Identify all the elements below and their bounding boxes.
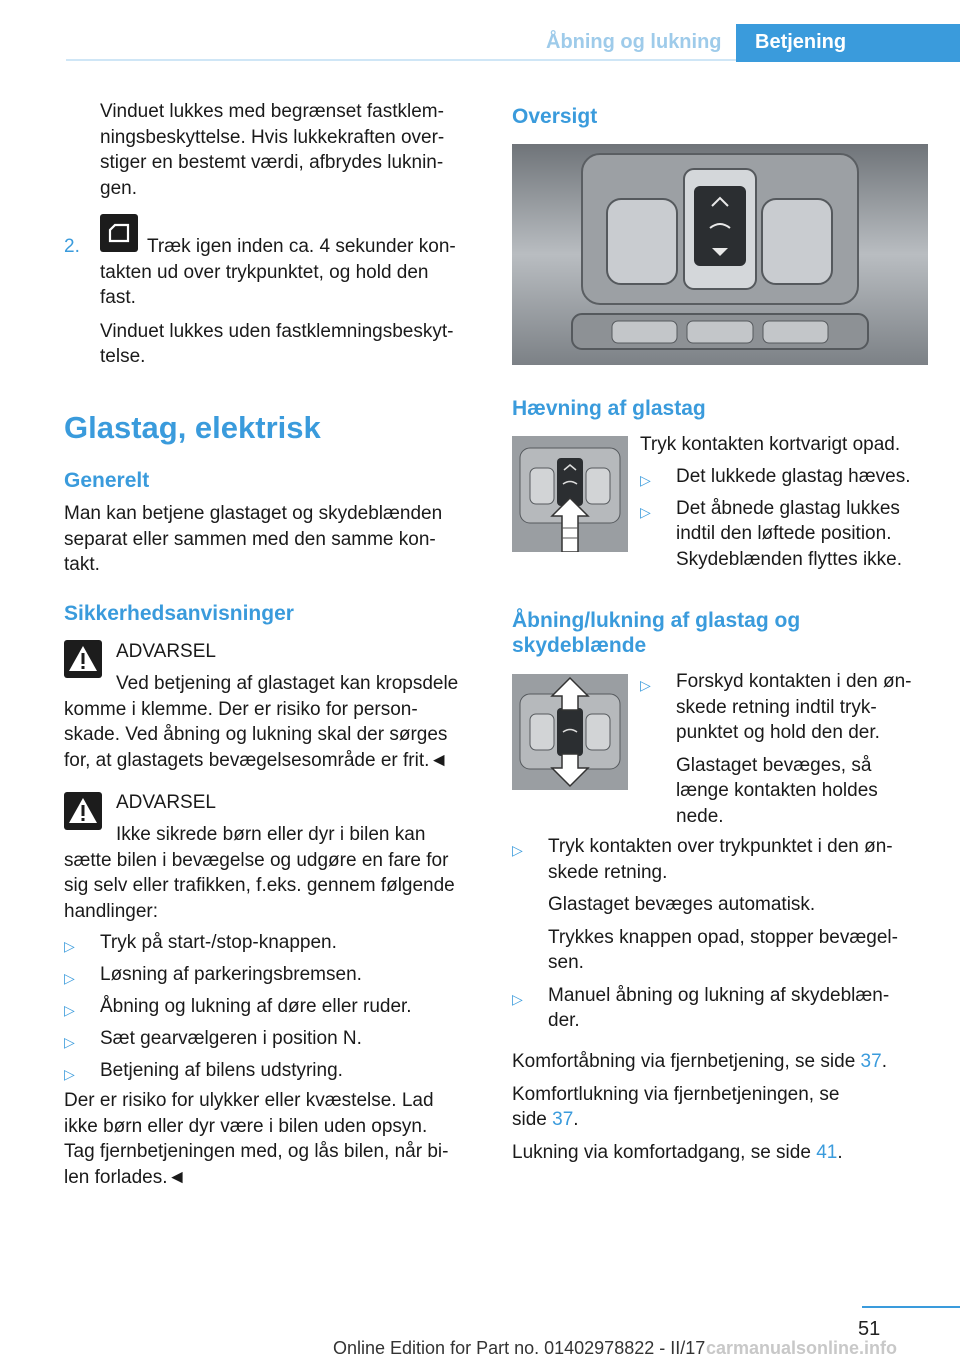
warning-bullet-list bbox=[64, 930, 484, 1090]
list-item: ▷ Løsning af parkeringsbremsen. bbox=[64, 962, 484, 994]
warning2-title: ADVARSEL bbox=[116, 792, 216, 813]
heading-generelt: Generelt bbox=[64, 469, 150, 492]
komfort-line-2: side 37. bbox=[512, 1109, 579, 1130]
header-tab bbox=[736, 24, 960, 62]
heading-aabning: Åbning/lukning af glastag og skydeblænde bbox=[512, 609, 801, 657]
step2-text: Træk igen inden ca. 4 sekunder kon‐ takten ud over trykpunktet, og hold den fast. Vinduet lukkes uden fastklemningsbeskyt‐ telse. bbox=[100, 236, 456, 367]
komfort-line-1: Komfortåbning via fjernbetjening, se side 37. bbox=[512, 1051, 887, 1072]
triangle-bullet-icon: ▷ bbox=[64, 1066, 75, 1082]
list-item: ▷ Tryk på start-/stop-knappen. bbox=[64, 930, 484, 962]
list-item: ▷ Det åbnede glastag lukkes indtil den løftede position. Skydeblænden flyttes ikke. bbox=[640, 497, 903, 570]
intro-paragraph: Vinduet lukkes med begrænset fastklem‐ ningsbeskyttelse. Hvis lukkekraften over‐ stiger en bestemt værdi, afbrydes luknin‐ gen. bbox=[100, 101, 445, 199]
step-number: 2. bbox=[64, 236, 80, 257]
list-item: ▷ Forskyd kontakten i den øn‐ skede retning indtil tryk‐ punktet og hold den der. Glastaget bevæges, så længe kontakten holdes nede. bbox=[640, 671, 912, 827]
komfort-line-3: Lukning via komfortadgang, se side 41. bbox=[512, 1141, 843, 1163]
page-link-37[interactable]: 37 bbox=[552, 1109, 574, 1130]
closing-paragraph: Der er risiko for ulykker eller kvæstelse. Lad ikke børn eller dyr være i bilen uden opsyn. Tag fjernbetjeningen med, og lås bilen, når bi‐ len forlades.◄ bbox=[64, 1090, 449, 1188]
haev-intro: Tryk kontakten kortvarigt opad. bbox=[640, 434, 901, 455]
warning2-text: Ikke sikrede børn eller dyr i bilen kan sætte bilen i bevægelse og udgøre en fare for sig selv eller trafikken, f.eks. gennem følgende handlinger: bbox=[64, 824, 455, 922]
triangle-bullet-icon: ▷ bbox=[512, 842, 523, 858]
triangle-bullet-icon: ▷ bbox=[640, 677, 651, 693]
aab-bullet-2 bbox=[512, 834, 942, 1034]
page-link-41[interactable]: 41 bbox=[816, 1141, 838, 1163]
list-item: ▷ Betjening af bilens udstyring. bbox=[64, 1058, 484, 1090]
overview-photo bbox=[512, 144, 928, 365]
slide-switch-photo bbox=[512, 674, 628, 790]
watermark: carmanualsonline.info bbox=[706, 1338, 898, 1358]
haev-bullet-list bbox=[640, 464, 940, 572]
tilt-switch-photo bbox=[512, 436, 628, 552]
heading-sikkerhed: Sikkerhedsanvisninger bbox=[64, 602, 294, 625]
triangle-bullet-icon: ▷ bbox=[64, 938, 75, 954]
page-link-37[interactable]: 37 bbox=[860, 1051, 882, 1072]
warning1-text: Ved betjening af glastaget kan kropsdele komme i klemme. Der er risiko for person‐ skade. Ved åbning og lukning skal der sørges for, at glastagets bevægelsesområde er frit.◄ bbox=[64, 673, 459, 771]
warning1-title: ADVARSEL bbox=[116, 641, 216, 662]
page-number: 51 bbox=[858, 1318, 881, 1340]
heading-haevning: Hævning af glastag bbox=[512, 397, 706, 420]
triangle-bullet-icon: ▷ bbox=[512, 990, 523, 1007]
triangle-bullet-icon: ▷ bbox=[640, 472, 651, 488]
header-section-title: Åbning og lukning bbox=[546, 31, 722, 53]
heading-glastag: Glastag, elektrisk bbox=[64, 410, 321, 445]
list-item: ▷ Sæt gearvælgeren i position N. bbox=[64, 1026, 484, 1058]
aab-bullet-1 bbox=[640, 669, 940, 829]
list-item: ▷ Det lukkede glastag hæves. bbox=[640, 464, 940, 490]
list-item: ▷ Åbning og lukning af døre eller ruder. bbox=[64, 994, 484, 1026]
list-item: ▷ Tryk kontakten over trykpunktet i den øn‐ skede retning. Glastaget bevæges automatisk. Trykkes knappen opad, stopper bevægel‐ sen. bbox=[512, 836, 898, 973]
triangle-bullet-icon: ▷ bbox=[64, 970, 75, 986]
heading-oversigt: Oversigt bbox=[512, 105, 598, 128]
triangle-bullet-icon: ▷ bbox=[640, 503, 651, 520]
header-tab-label: Betjening bbox=[755, 31, 847, 53]
komfort-references: Komfortåbning via fjernbetjening, se side 37. Komfortlukning via fjernbetjeningen, se side 37. Lukning via komfortadgang, se side 41. bbox=[512, 1049, 942, 1165]
triangle-bullet-icon: ▷ bbox=[64, 1034, 75, 1050]
generelt-paragraph: Man kan betjene glastaget og skydeblænden separat eller sammen med den samme kon‐ takt. bbox=[64, 503, 443, 575]
footer-rule bbox=[862, 1306, 960, 1308]
triangle-bullet-icon: ▷ bbox=[64, 1002, 75, 1018]
edition-text: Online Edition for Part no. 01402978822 - II/17 bbox=[333, 1338, 706, 1358]
list-item: ▷ Manuel åbning og lukning af skydeblæn‐ der. bbox=[512, 984, 890, 1031]
